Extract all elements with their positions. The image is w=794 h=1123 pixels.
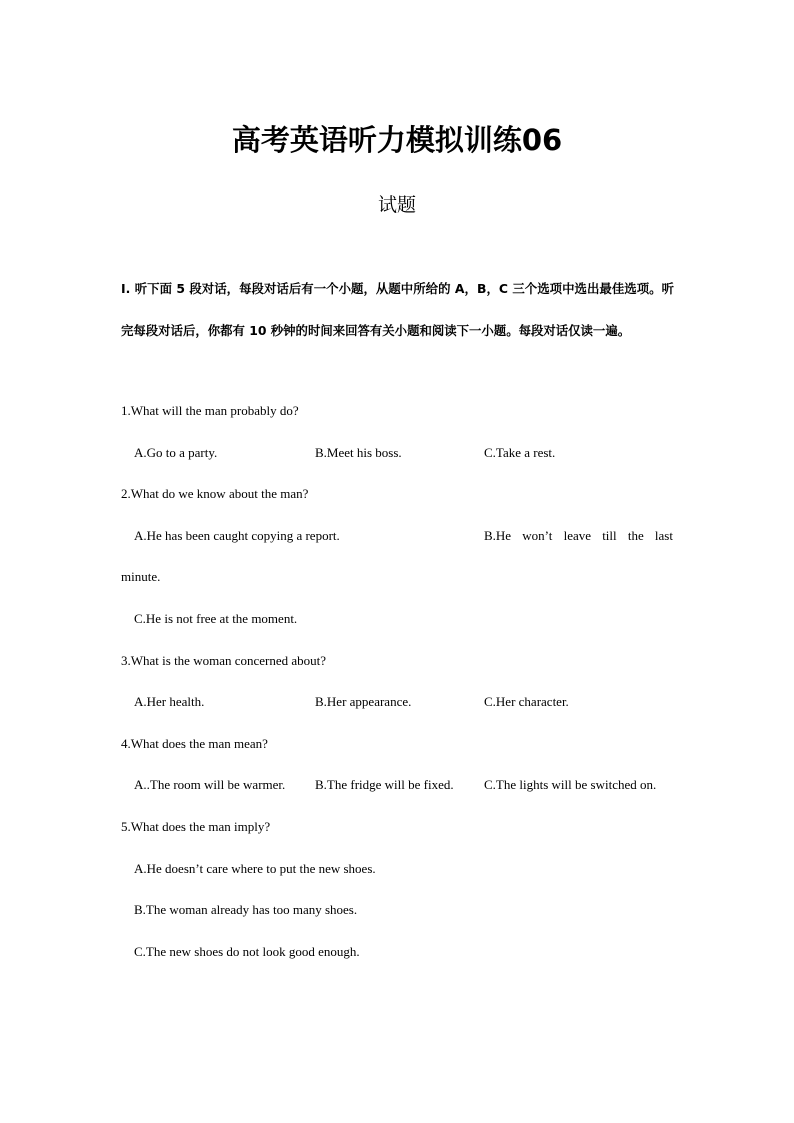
question-5-option-b: B.The woman already has too many shoes.: [134, 902, 358, 917]
question-3-option-a: A.Her health.: [134, 694, 205, 709]
question-5-option-a: A.He doesn’t care where to put the new shoes.: [134, 861, 376, 876]
question-2-option-c: C.He is not free at the moment.: [134, 611, 298, 626]
question-3: 3.What is the woman concerned about?: [121, 653, 327, 668]
option-b-word: till: [602, 528, 617, 543]
question-4-option-c: C.The lights will be switched on.: [484, 777, 657, 792]
question-2-option-b-continuation: minute.: [121, 569, 161, 584]
option-b-word: last: [654, 528, 673, 543]
option-b-word: the: [627, 528, 644, 543]
question-3-option-c: C.Her character.: [484, 694, 569, 709]
question-5: 5.What does the man imply?: [121, 819, 271, 834]
question-2: 2.What do we know about the man?: [121, 486, 309, 501]
question-1-option-c: C.Take a rest.: [484, 445, 556, 460]
question-1-option-a: A.Go to a party.: [134, 445, 218, 460]
question-4-option-a: A..The room will be warmer.: [134, 777, 286, 792]
page-subtitle: 试题: [377, 194, 416, 216]
question-2-option-a: A.He has been caught copying a report.: [134, 528, 340, 543]
question-1-option-b: B.Meet his boss.: [315, 445, 402, 460]
question-4: 4.What does the man mean?: [121, 736, 268, 751]
question-4-option-b: B.The fridge will be fixed.: [315, 777, 454, 792]
option-b-word: won’t: [522, 528, 553, 543]
question-5-option-c: C.The new shoes do not look good enough.: [134, 944, 360, 959]
option-b-word: B.He: [484, 528, 512, 543]
section-instructions: Ⅰ. 听下面 5 段对话，每段对话后有一个小题，从题中所给的 A，B，C 三个选项中选出最佳选项。听完每段对话后，你都有 10 秒钟的时间来回答有关小题和阅读下一小题。每段对话仅读一遍。: [121, 281, 674, 338]
question-2-option-b: [484, 526, 673, 546]
question-1: 1.What will the man probably do?: [121, 403, 299, 418]
question-3-option-b: B.Her appearance.: [315, 694, 412, 709]
page-title: 高考英语听力模拟训练06: [231, 123, 563, 157]
option-b-word: leave: [563, 528, 591, 543]
